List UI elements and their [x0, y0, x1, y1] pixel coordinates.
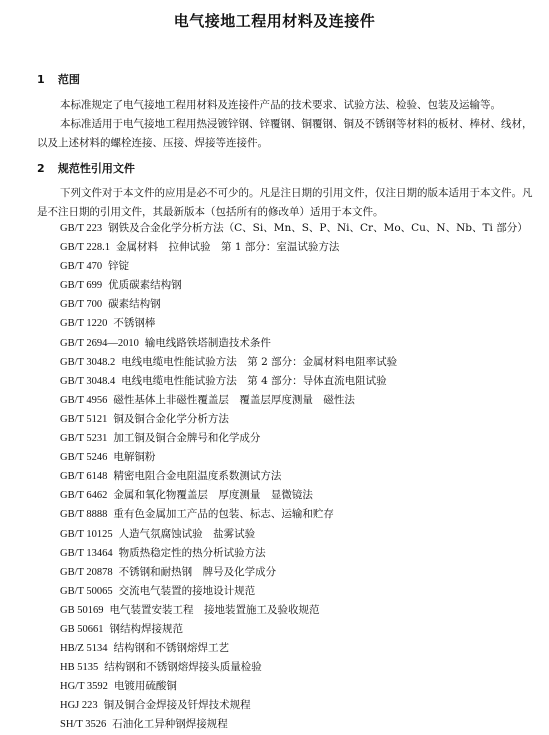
reference-title: 加工铜及铜合金牌号和化学成分: [113, 432, 261, 445]
reference-code: GB/T 700: [60, 299, 103, 311]
scope-paragraph-1: [37, 96, 542, 115]
reference-code: HB/Z 5134: [60, 643, 108, 655]
reference-code: GB/T 4956: [60, 394, 108, 406]
reference-item: [60, 314, 540, 333]
reference-code: GB/T 13464: [60, 547, 113, 559]
references-intro: [37, 184, 542, 222]
reference-item: [60, 334, 540, 353]
reference-item: [60, 372, 540, 391]
reference-item: [60, 601, 540, 620]
reference-item: [60, 620, 540, 639]
reference-title: 钢铁及合金化学分析方法（C、Si、Mn、S、P、Ni、Cr、Mo、Cu、N、Nb、Ti 部分）: [108, 222, 528, 234]
reference-code: GB/T 470: [60, 261, 103, 273]
reference-title: 输电线路铁塔制造技术条件: [144, 336, 271, 349]
scope-paragraph-2-text: 本标准适用于电气接地工程用热浸镀锌钢、锌覆钢、铜覆钢、铜及不锈钢等材料的板材、棒材、线材，以及上述材料的螺栓连接、压接、焊接等连接件。: [37, 118, 533, 149]
reference-code: GB/T 228.1: [60, 242, 110, 254]
reference-item: [60, 238, 540, 257]
reference-item: [60, 295, 540, 314]
reference-code: SH/T 3526: [60, 719, 107, 731]
reference-code: GB/T 8888: [60, 509, 108, 521]
reference-code: HB 5135: [60, 662, 99, 674]
reference-title: 交流电气装置的接地设计规范: [118, 584, 256, 597]
document-title: 电气接地工程用材料及连接件: [173, 12, 376, 30]
section-1-number: 1: [37, 73, 45, 86]
reference-item: [60, 429, 540, 448]
reference-item: [60, 658, 540, 677]
reference-code: GB/T 3048.2: [60, 356, 116, 368]
section-1-heading: [37, 71, 80, 87]
reference-title: 电解铜粉: [113, 451, 156, 464]
reference-item: [60, 639, 540, 658]
reference-code: HG/T 3592: [60, 681, 108, 693]
reference-title: 电镀用硫酸铜: [113, 680, 177, 693]
reference-item: [60, 467, 540, 486]
reference-item: [60, 257, 540, 276]
section-2-title: 规范性引用文件: [57, 162, 135, 175]
reference-item: [60, 715, 540, 734]
reference-code: GB/T 223: [60, 223, 103, 234]
reference-code: GB/T 6462: [60, 490, 108, 502]
reference-code: GB/T 1220: [60, 318, 108, 330]
reference-item: [60, 563, 540, 582]
reference-title: 结构钢和不锈钢熔焊工艺: [113, 642, 230, 655]
reference-item: [60, 353, 540, 372]
reference-item: [60, 276, 540, 295]
reference-title: 不锈钢棒: [113, 317, 156, 330]
reference-code: GB/T 50065: [60, 585, 113, 597]
reference-title: 金属和氧化物覆盖层 厚度测量 显微镜法: [113, 489, 313, 502]
reference-item: [60, 696, 540, 715]
reference-item: [60, 505, 540, 524]
reference-title: 碳素结构钢: [108, 298, 161, 311]
reference-title: 电线电缆电性能试验方法 第 4 部分：导体直流电阻试验: [121, 374, 387, 387]
scope-paragraph-2: [37, 115, 542, 153]
reference-item: [60, 486, 540, 505]
reference-title: 结构钢和不锈钢熔焊接头质量检验: [104, 661, 262, 674]
reference-title: 重有色金属加工产品的包装、标志、运输和贮存: [113, 508, 334, 521]
scope-paragraph-1-text: 本标准规定了电气接地工程用材料及连接件产品的技术要求、试验方法、检验、包装及运输等。: [60, 99, 501, 111]
reference-code: HGJ 223: [60, 700, 98, 712]
reference-code: GB/T 2694—2010: [60, 337, 139, 349]
reference-item: [60, 677, 540, 696]
references-intro-text: 下列文件对于本文件的应用是必不可少的。凡是注日期的引用文件，仅注日期的版本适用于本文件。凡是不注日期的引用文件，其最新版本（包括所有的修改单）适用于本文件。: [37, 187, 533, 218]
section-1-title: 范围: [57, 73, 80, 86]
reference-code: GB/T 5121: [60, 413, 108, 425]
reference-item: [60, 582, 540, 601]
reference-code: GB/T 5246: [60, 452, 108, 464]
reference-title: 铜及铜合金化学分析方法: [113, 412, 229, 425]
reference-code: GB/T 3048.4: [60, 375, 116, 387]
reference-title: 人造气氛腐蚀试验 盐雾试验: [118, 527, 256, 540]
reference-item: [60, 544, 540, 563]
reference-code: GB/T 5231: [60, 433, 108, 445]
reference-title: 石油化工异种钢焊接规程: [112, 718, 228, 731]
section-2-heading: [37, 160, 135, 176]
reference-title: 不锈钢和耐热钢 牌号及化学成分: [118, 565, 277, 578]
reference-item: [60, 391, 540, 410]
reference-item: [60, 448, 540, 467]
reference-code: GB/T 6148: [60, 471, 108, 483]
reference-item: [60, 410, 540, 429]
reference-title: 钢结构焊接规范: [109, 622, 183, 635]
reference-title: 精密电阻合金电阻温度系数测试方法: [113, 470, 282, 483]
reference-list: [60, 219, 540, 735]
reference-title: 电线电缆电性能试验方法 第 2 部分：金属材料电阻率试验: [121, 355, 398, 368]
reference-title: 铜及铜合金焊接及钎焊技术规程: [103, 699, 251, 712]
reference-title: 优质碳素结构钢: [108, 279, 182, 292]
reference-title: 电气装置安装工程 接地装置施工及验收规范: [109, 603, 320, 616]
reference-code: GB 50169: [60, 604, 104, 616]
reference-code: GB/T 10125: [60, 528, 113, 540]
reference-title: 金属材料 拉伸试验 第 1 部分：室温试验方法: [115, 241, 340, 254]
reference-code: GB/T 20878: [60, 566, 113, 578]
reference-code: GB/T 699: [60, 280, 103, 292]
reference-code: GB 50661: [60, 623, 104, 635]
reference-title: 锌锭: [108, 260, 130, 273]
section-2-number: 2: [37, 162, 45, 175]
reference-title: 物质热稳定性的热分析试验方法: [118, 546, 266, 559]
reference-item: [60, 219, 540, 238]
reference-item: [60, 525, 540, 544]
reference-title: 磁性基体上非磁性覆盖层 覆盖层厚度测量 磁性法: [113, 393, 355, 406]
